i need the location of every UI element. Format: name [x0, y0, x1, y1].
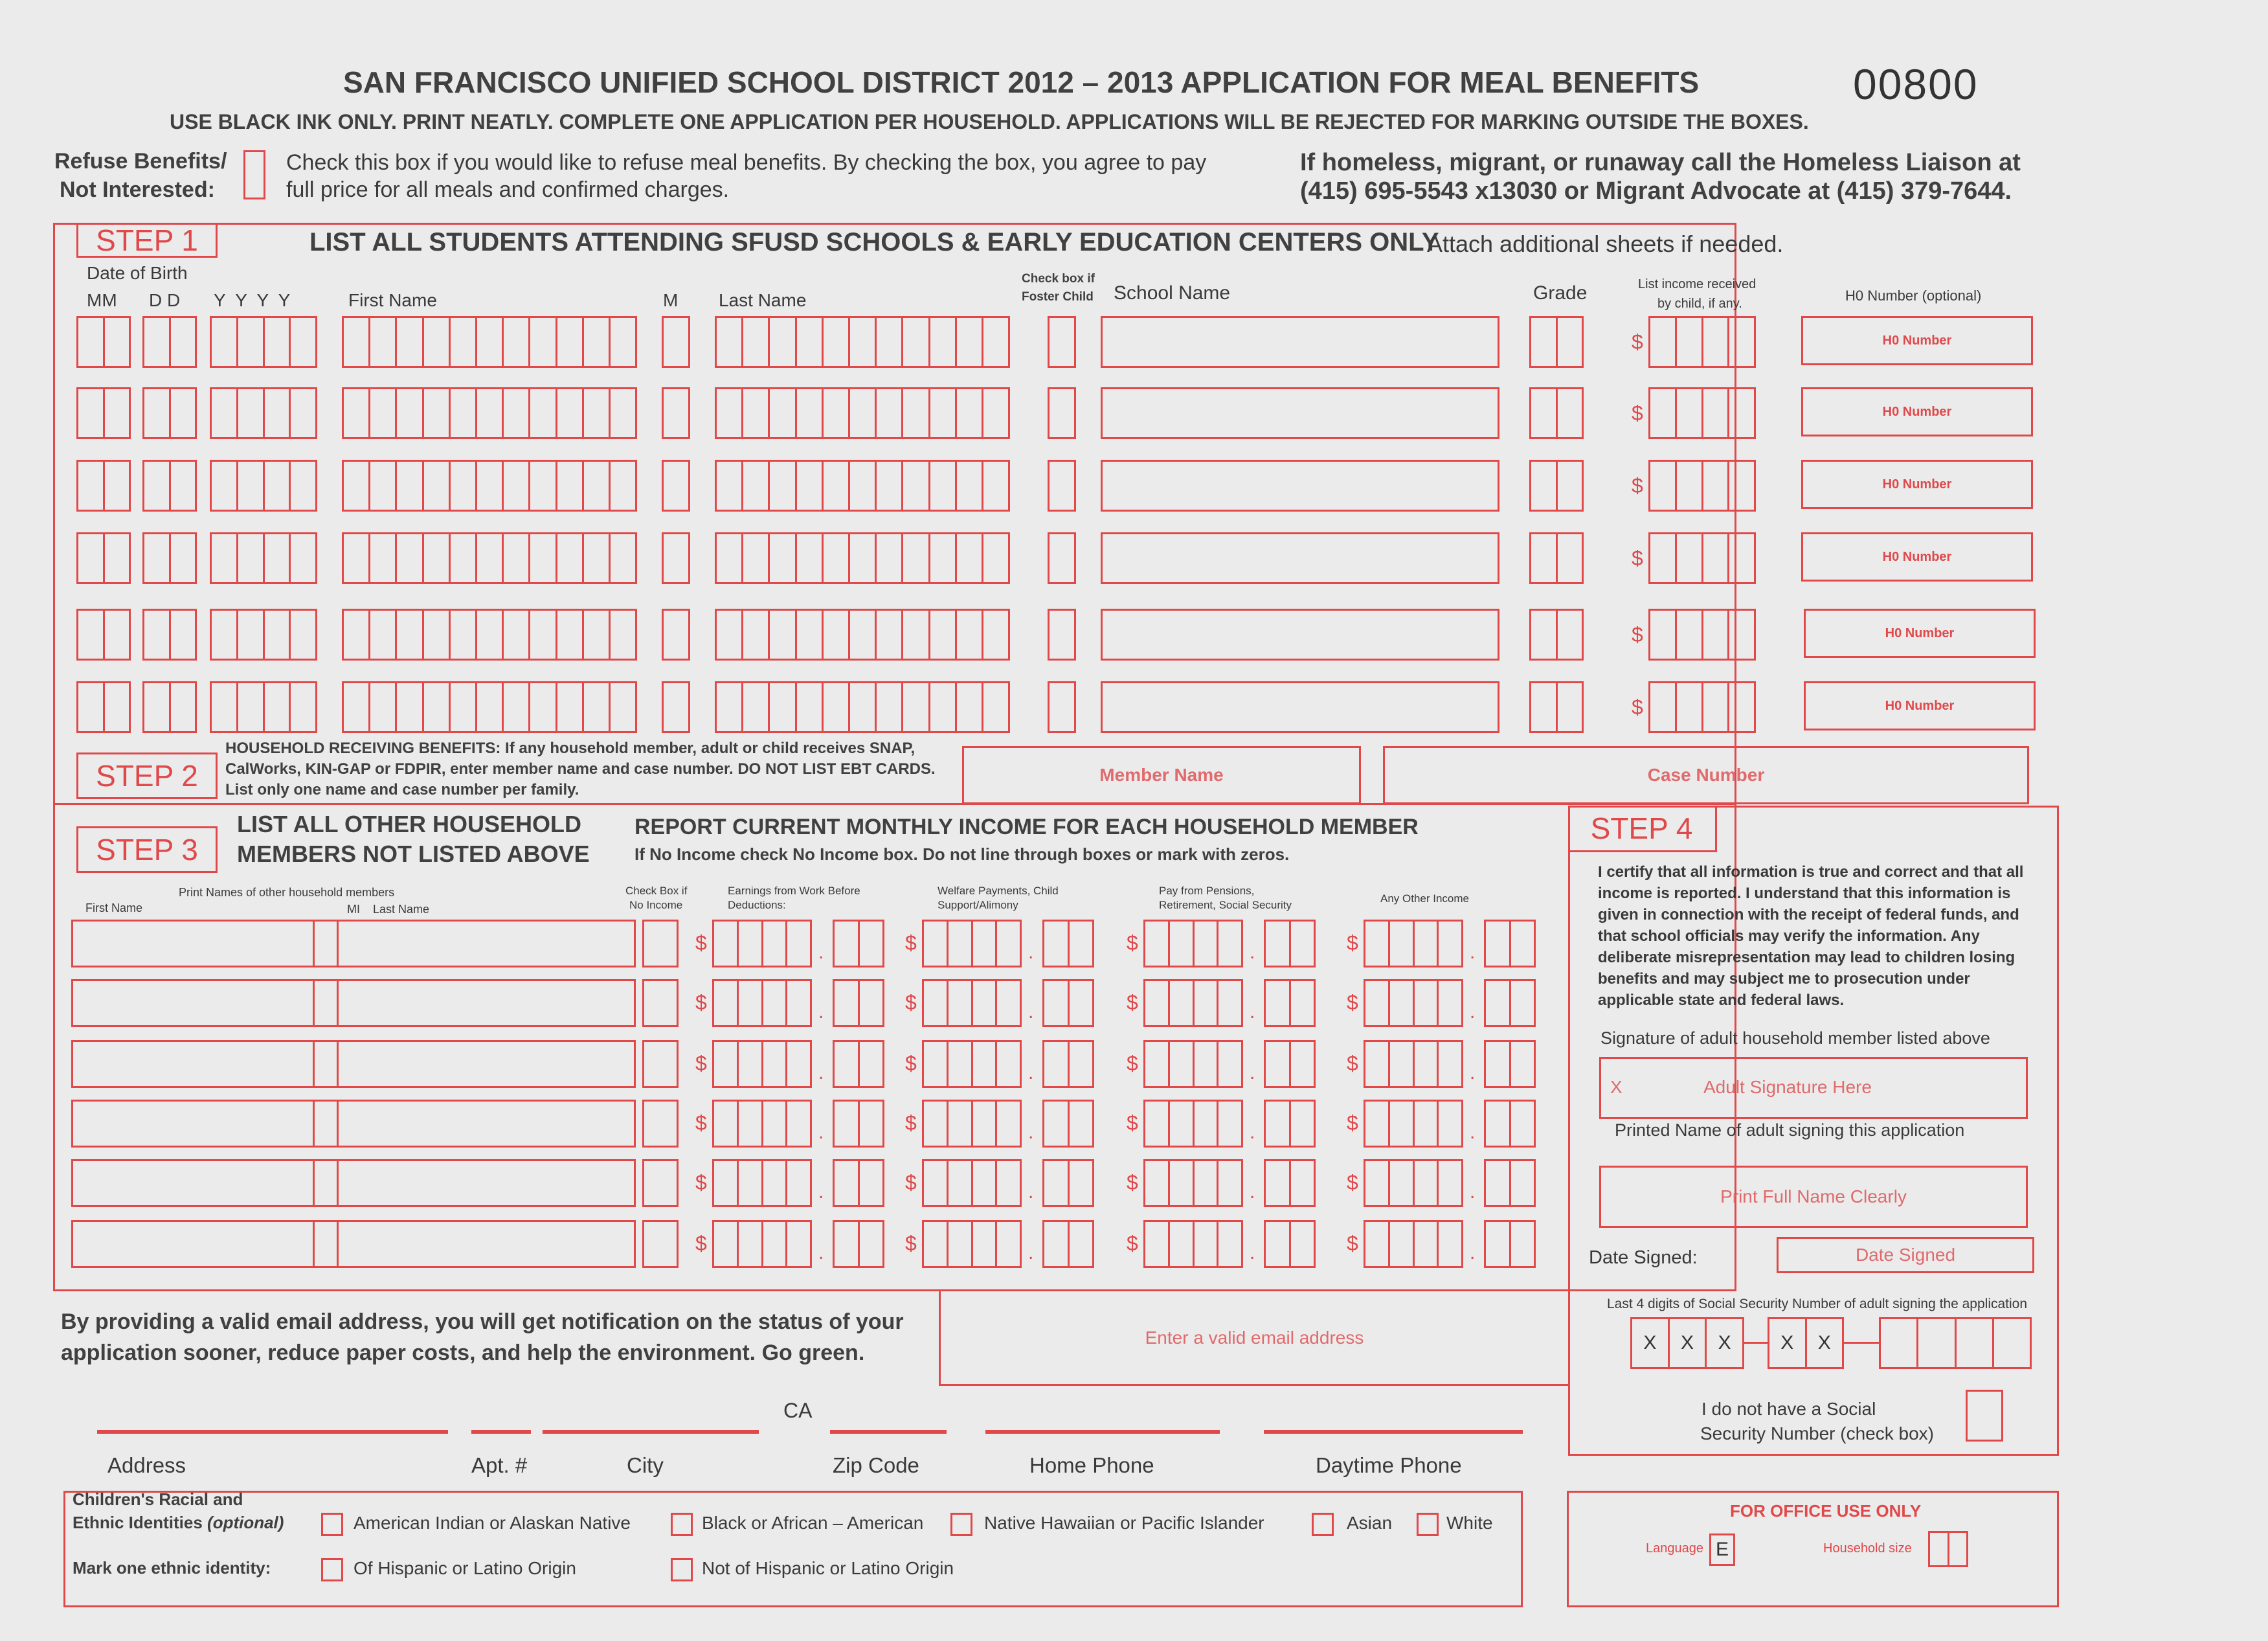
language-value[interactable]: E	[1709, 1533, 1735, 1566]
dollar-sign: $	[905, 1052, 917, 1075]
child-income-input[interactable]	[1648, 681, 1756, 733]
col-pension-1: Pay from Pensions,	[1159, 885, 1255, 897]
race-option-american-indian: American Indian or Alaskan Native	[354, 1513, 631, 1533]
foster-child-checkbox[interactable]	[1048, 387, 1076, 439]
daytime-phone-input[interactable]	[1264, 1430, 1523, 1434]
decimal-point: .	[818, 1122, 824, 1143]
no-income-checkbox[interactable]	[642, 1159, 679, 1207]
member-name-input[interactable]	[71, 1040, 636, 1088]
dob-month-input[interactable]	[76, 316, 131, 368]
dob-year-input[interactable]	[210, 387, 317, 439]
printed-name-input[interactable]: Print Full Name Clearly	[1599, 1166, 2028, 1228]
homeless-text-2: (415) 695-5543 x13030 or Migrant Advocate at (415) 379-7644.	[1300, 177, 2012, 205]
h0-number-input[interactable]: H0 Number	[1801, 532, 2033, 582]
welfare-input-dollars[interactable]	[922, 1040, 1022, 1088]
pension-input-dollars[interactable]	[1143, 1220, 1243, 1268]
dollar-sign: $	[1347, 1111, 1358, 1135]
dollar-sign: $	[1127, 1232, 1138, 1255]
foster-child-checkbox[interactable]	[1048, 609, 1076, 661]
other-income-input-cents[interactable]	[1484, 979, 1536, 1027]
refuse-text-2: full price for all meals and confirmed charges.	[286, 177, 730, 202]
printed-name-label: Printed Name of adult signing this application	[1615, 1120, 1965, 1140]
ethnic-option-not-hispanic: Not of Hispanic or Latino Origin	[702, 1558, 954, 1578]
col-mi: M	[663, 290, 679, 310]
apt-label: Apt. #	[471, 1453, 528, 1477]
grade-input[interactable]	[1529, 460, 1584, 512]
middle-initial-input[interactable]	[662, 316, 690, 368]
pension-input-cents[interactable]	[1264, 1100, 1316, 1148]
step2-text-1: HOUSEHOLD RECEIVING BENEFITS: If any household member, adult or child receives SNAP,	[225, 740, 915, 757]
pension-input-dollars[interactable]	[1143, 979, 1243, 1027]
dob-month-input[interactable]	[76, 532, 131, 584]
member-name-input[interactable]: Member Name	[962, 746, 1361, 804]
dob-month-input[interactable]	[76, 681, 131, 733]
child-income-input[interactable]	[1648, 532, 1756, 584]
zip-input[interactable]	[830, 1430, 947, 1434]
col-mi: MI	[347, 903, 360, 916]
dollar-sign: $	[1632, 696, 1643, 719]
step2-text-2: CalWorks, KIN-GAP or FDPIR, enter member name and case number. DO NOT LIST EBT CARDS.	[225, 760, 936, 778]
step3-label: STEP 3	[76, 826, 218, 873]
first-name-input[interactable]	[342, 681, 637, 733]
middle-initial-input[interactable]	[662, 460, 690, 512]
income-title: REPORT CURRENT MONTHLY INCOME FOR EACH HOUSEHOLD MEMBER	[634, 815, 1419, 839]
optional-label: (optional)	[207, 1513, 284, 1532]
h0-number-input[interactable]: H0 Number	[1801, 387, 2033, 436]
earnings-input-dollars[interactable]	[712, 920, 812, 968]
dollar-sign: $	[1632, 547, 1643, 570]
welfare-input-cents[interactable]	[1042, 1040, 1094, 1088]
decimal-point: .	[1470, 1062, 1476, 1083]
middle-initial-input[interactable]	[662, 532, 690, 584]
member-name-input[interactable]	[71, 920, 636, 968]
col-dob: Date of Birth	[87, 263, 188, 283]
grade-input[interactable]	[1529, 609, 1584, 661]
h0-number-input[interactable]: H0 Number	[1801, 316, 2033, 365]
decimal-point: .	[818, 942, 824, 963]
dob-month-input[interactable]	[76, 460, 131, 512]
pension-input-cents[interactable]	[1264, 1159, 1316, 1207]
school-name-input[interactable]	[1101, 609, 1499, 661]
household-size-input[interactable]	[1928, 1531, 1968, 1567]
pension-input-cents[interactable]	[1264, 1040, 1316, 1088]
race-label-2: Ethnic Identities	[73, 1513, 208, 1532]
ssn-digit: X	[1632, 1319, 1670, 1367]
dob-year-input[interactable]	[210, 532, 317, 584]
dollar-sign: $	[905, 991, 917, 1014]
pension-input-dollars[interactable]	[1143, 1040, 1243, 1088]
member-name-input[interactable]	[71, 979, 636, 1027]
ssn-digit: X	[1670, 1319, 1707, 1367]
col-welfare-1: Welfare Payments, Child	[938, 885, 1059, 897]
office-use-title: FOR OFFICE USE ONLY	[1730, 1501, 1922, 1521]
dollar-sign: $	[905, 931, 917, 955]
income-subtitle: If No Income check No Income box. Do not line through boxes or mark with zeros.	[634, 844, 1290, 864]
homeless-text-1: If homeless, migrant, or runaway call the Homeless Liaison at	[1300, 149, 2021, 176]
decimal-point: .	[818, 1001, 824, 1023]
no-income-checkbox[interactable]	[642, 1040, 679, 1088]
date-signed-label: Date Signed:	[1589, 1247, 1698, 1268]
home-phone-input[interactable]	[985, 1430, 1220, 1434]
earnings-input-cents[interactable]	[833, 1100, 884, 1148]
no-income-checkbox[interactable]	[642, 920, 679, 968]
first-name-input[interactable]	[342, 316, 637, 368]
member-name-input[interactable]	[71, 1100, 636, 1148]
dob-month-input[interactable]	[76, 387, 131, 439]
middle-initial-input[interactable]	[662, 609, 690, 661]
first-name-input[interactable]	[342, 387, 637, 439]
welfare-input-dollars[interactable]	[922, 1220, 1022, 1268]
col-grade: Grade	[1533, 282, 1588, 304]
first-name-input[interactable]	[342, 460, 637, 512]
decimal-point: .	[1028, 1242, 1034, 1263]
step4-label: STEP 4	[1568, 806, 1717, 852]
h0-number-input[interactable]: H0 Number	[1804, 681, 2036, 730]
pension-input-cents[interactable]	[1264, 920, 1316, 968]
decimal-point: .	[1028, 1001, 1034, 1023]
col-school: School Name	[1114, 282, 1231, 304]
pension-input-cents[interactable]	[1264, 979, 1316, 1027]
dob-day-input[interactable]	[142, 681, 197, 733]
dob-day-input[interactable]	[142, 532, 197, 584]
decimal-point: .	[1250, 942, 1255, 963]
dollar-sign: $	[905, 1232, 917, 1255]
email-text-2: application sooner, reduce paper costs, and help the environment. Go green.	[61, 1341, 865, 1365]
foster-child-checkbox[interactable]	[1048, 681, 1076, 733]
dollar-sign: $	[1347, 1232, 1358, 1255]
earnings-input-dollars[interactable]	[712, 1100, 812, 1148]
ethnicity-panel	[63, 1491, 1523, 1607]
dollar-sign: $	[1127, 1111, 1138, 1135]
other-income-input-dollars[interactable]	[1364, 1220, 1463, 1268]
date-signed-input[interactable]: Date Signed	[1777, 1237, 2034, 1273]
col-print-names: Print Names of other household members	[179, 886, 395, 899]
zip-label: Zip Code	[833, 1453, 919, 1477]
col-noinc-1: Check Box if	[625, 885, 688, 897]
race-checkbox-american-indian[interactable]	[321, 1513, 343, 1536]
ssn-group-1[interactable]	[1630, 1317, 1744, 1369]
decimal-point: .	[1470, 942, 1476, 963]
dollar-sign: $	[905, 1171, 917, 1194]
earnings-input-dollars[interactable]	[712, 1220, 812, 1268]
decimal-point: .	[1028, 1122, 1034, 1143]
other-income-input-cents[interactable]	[1484, 1040, 1536, 1088]
step1-title: LIST ALL STUDENTS ATTENDING SFUSD SCHOOLS & EARLY EDUCATION CENTERS ONLY	[309, 228, 1439, 256]
welfare-input-dollars[interactable]	[922, 979, 1022, 1027]
last-name-input[interactable]	[715, 460, 1010, 512]
pension-input-dollars[interactable]	[1143, 920, 1243, 968]
refuse-label-1: Refuse Benefits/	[54, 149, 227, 174]
step1-subtitle: Attach additional sheets if needed.	[1427, 231, 1784, 257]
daytime-phone-label: Daytime Phone	[1316, 1453, 1462, 1477]
decimal-point: .	[1470, 1122, 1476, 1143]
dob-month-input[interactable]	[76, 609, 131, 661]
step3-title-1: LIST ALL OTHER HOUSEHOLD	[237, 811, 582, 837]
foster-child-checkbox[interactable]	[1048, 532, 1076, 584]
welfare-input-dollars[interactable]	[922, 1100, 1022, 1148]
instructions: USE BLACK INK ONLY. PRINT NEATLY. COMPLETE ONE APPLICATION PER HOUSEHOLD. APPLICATIONS WILL BE REJECTED FOR MARKING OUTSIDE THE BOXES.	[170, 110, 1809, 133]
welfare-input-cents[interactable]	[1042, 920, 1094, 968]
earnings-input-dollars[interactable]	[712, 979, 812, 1027]
grade-input[interactable]	[1529, 387, 1584, 439]
col-last: Last Name	[373, 903, 430, 916]
col-income-2: by child, if any.	[1657, 297, 1742, 311]
ssn-digit: X	[1718, 1332, 1731, 1353]
decimal-point: .	[1028, 1062, 1034, 1083]
dollar-sign: $	[1632, 330, 1643, 354]
no-ssn-text-1: I do not have a Social	[1701, 1399, 1876, 1419]
pension-input-dollars[interactable]	[1143, 1159, 1243, 1207]
dollar-sign: $	[1127, 991, 1138, 1014]
col-mm: MM	[87, 290, 117, 310]
other-income-input-dollars[interactable]	[1364, 1040, 1463, 1088]
welfare-input-dollars[interactable]	[922, 920, 1022, 968]
refuse-text-1: Check this box if you would like to refuse meal benefits. By checking the box, you agree to pay	[286, 150, 1207, 175]
race-option-white: White	[1446, 1513, 1493, 1533]
welfare-input-cents[interactable]	[1042, 1100, 1094, 1148]
address-label: Address	[107, 1453, 186, 1477]
child-income-input[interactable]	[1648, 460, 1756, 512]
step2-label: STEP 2	[76, 753, 218, 799]
first-name-input[interactable]	[342, 532, 637, 584]
welfare-input-cents[interactable]	[1042, 979, 1094, 1027]
decimal-point: .	[818, 1242, 824, 1263]
earnings-input-dollars[interactable]	[712, 1040, 812, 1088]
state-value: CA	[783, 1399, 813, 1422]
foster-child-checkbox[interactable]	[1048, 316, 1076, 368]
col-first: First Name	[85, 901, 143, 914]
middle-initial-input[interactable]	[662, 387, 690, 439]
dob-day-input[interactable]	[142, 460, 197, 512]
child-income-input[interactable]	[1648, 609, 1756, 661]
email-text-1: By providing a valid email address, you will get notification on the status of your	[61, 1309, 904, 1334]
other-income-input-cents[interactable]	[1484, 1220, 1536, 1268]
decimal-point: .	[1470, 1001, 1476, 1023]
school-name-input[interactable]	[1101, 387, 1499, 439]
decimal-point: .	[1250, 1122, 1255, 1143]
foster-child-checkbox[interactable]	[1048, 460, 1076, 512]
col-yyyy: Y Y Y Y	[214, 290, 291, 310]
decimal-point: .	[1250, 1181, 1255, 1203]
dollar-sign: $	[1127, 1052, 1138, 1075]
dollar-sign: $	[695, 1052, 707, 1075]
earnings-input-cents[interactable]	[833, 1040, 884, 1088]
earnings-input-cents[interactable]	[833, 1159, 884, 1207]
no-income-checkbox[interactable]	[642, 1220, 679, 1268]
last-name-input[interactable]	[715, 316, 1010, 368]
dob-year-input[interactable]	[210, 681, 317, 733]
col-pension-2: Retirement, Social Security	[1159, 899, 1292, 911]
decimal-point: .	[1250, 1242, 1255, 1263]
household-size-label: Household size	[1823, 1541, 1912, 1556]
earnings-input-cents[interactable]	[833, 1220, 884, 1268]
last-name-input[interactable]	[715, 681, 1010, 733]
no-ssn-checkbox[interactable]	[1966, 1390, 2003, 1442]
last-name-input[interactable]	[715, 609, 1010, 661]
dollar-sign: $	[695, 1232, 707, 1255]
dollar-sign: $	[1632, 623, 1643, 646]
ssn-digit: X	[1817, 1332, 1831, 1353]
col-noinc-2: No Income	[629, 899, 683, 911]
pension-input-dollars[interactable]	[1143, 1100, 1243, 1148]
signature-x-mark: X	[1610, 1077, 1622, 1097]
dollar-sign: $	[695, 931, 707, 955]
earnings-input-cents[interactable]	[833, 920, 884, 968]
col-income-1: List income received	[1638, 277, 1757, 291]
other-income-input-dollars[interactable]	[1364, 920, 1463, 968]
step1-label: STEP 1	[76, 223, 218, 258]
form-number: 00800	[1853, 60, 1979, 108]
school-name-input[interactable]	[1101, 532, 1499, 584]
decimal-point: .	[1470, 1242, 1476, 1263]
city-input[interactable]	[543, 1430, 759, 1434]
last-name-input[interactable]	[715, 532, 1010, 584]
ethnic-checkbox-not-hispanic[interactable]	[671, 1558, 693, 1581]
race-label-1: Children's Racial and	[73, 1489, 243, 1509]
other-income-input-dollars[interactable]	[1364, 979, 1463, 1027]
earnings-input-dollars[interactable]	[712, 1159, 812, 1207]
dob-year-input[interactable]	[210, 609, 317, 661]
race-option-asian: Asian	[1347, 1513, 1393, 1533]
school-name-input[interactable]	[1101, 681, 1499, 733]
other-income-input-cents[interactable]	[1484, 920, 1536, 968]
dollar-sign: $	[1127, 1171, 1138, 1194]
dollar-sign: $	[1632, 402, 1643, 425]
col-foster-1: Check box if	[1022, 272, 1095, 286]
ssn-label: Last 4 digits of Social Security Number of adult signing the application	[1607, 1296, 2028, 1311]
col-h0: H0 Number (optional)	[1845, 288, 1982, 304]
pension-input-cents[interactable]	[1264, 1220, 1316, 1268]
step3-title-2: MEMBERS NOT LISTED ABOVE	[237, 841, 590, 867]
ethnic-option-hispanic: Of Hispanic or Latino Origin	[354, 1558, 576, 1578]
dollar-sign: $	[1127, 931, 1138, 955]
race-checkbox-white[interactable]	[1417, 1513, 1439, 1536]
dob-day-input[interactable]	[142, 387, 197, 439]
grade-input[interactable]	[1529, 532, 1584, 584]
dollar-sign: $	[695, 991, 707, 1014]
col-earnings-1: Earnings from Work Before	[728, 885, 860, 897]
member-name-input[interactable]	[71, 1159, 636, 1207]
col-foster-2: Foster Child	[1022, 290, 1094, 304]
other-income-input-cents[interactable]	[1484, 1159, 1536, 1207]
dob-year-input[interactable]	[210, 460, 317, 512]
decimal-point: .	[1470, 1181, 1476, 1203]
grade-input[interactable]	[1529, 316, 1584, 368]
school-name-input[interactable]	[1101, 460, 1499, 512]
home-phone-label: Home Phone	[1029, 1453, 1154, 1477]
signature-placeholder: Adult Signature Here	[1703, 1077, 1872, 1097]
dob-day-input[interactable]	[142, 316, 197, 368]
child-income-input[interactable]	[1648, 316, 1756, 368]
race-checkbox-black[interactable]	[671, 1513, 693, 1536]
h0-number-input[interactable]: H0 Number	[1801, 460, 2033, 509]
other-income-input-dollars[interactable]	[1364, 1100, 1463, 1148]
other-income-input-cents[interactable]	[1484, 1100, 1536, 1148]
apt-input[interactable]	[471, 1430, 531, 1434]
col-last-name: Last Name	[719, 290, 807, 310]
race-checkbox-pacific-islander[interactable]	[950, 1513, 972, 1536]
no-income-checkbox[interactable]	[642, 979, 679, 1027]
dob-year-input[interactable]	[210, 316, 317, 368]
dob-day-input[interactable]	[142, 609, 197, 661]
no-income-checkbox[interactable]	[642, 1100, 679, 1148]
last-name-input[interactable]	[715, 387, 1010, 439]
other-income-input-dollars[interactable]	[1364, 1159, 1463, 1207]
race-checkbox-asian[interactable]	[1312, 1513, 1334, 1536]
dollar-sign: $	[695, 1171, 707, 1194]
ssn-last4-input[interactable]	[1879, 1317, 2032, 1369]
dollar-sign: $	[1347, 931, 1358, 955]
language-label: Language	[1646, 1541, 1703, 1556]
col-earnings-2: Deductions:	[728, 899, 786, 911]
welfare-input-dollars[interactable]	[922, 1159, 1022, 1207]
middle-initial-input[interactable]	[662, 681, 690, 733]
ethnic-label: Mark one ethnic identity:	[73, 1558, 271, 1578]
race-option-black: Black or African – American	[702, 1513, 924, 1533]
decimal-point: .	[1250, 1062, 1255, 1083]
col-welfare-2: Support/Alimony	[938, 899, 1018, 911]
earnings-input-cents[interactable]	[833, 979, 884, 1027]
welfare-input-cents[interactable]	[1042, 1159, 1094, 1207]
ethnic-checkbox-hispanic[interactable]	[321, 1558, 343, 1581]
col-dd: D D	[149, 290, 181, 310]
member-name-input[interactable]	[71, 1220, 636, 1268]
no-ssn-text-2: Security Number (check box)	[1700, 1423, 1935, 1443]
dollar-sign: $	[1347, 1171, 1358, 1194]
col-other-income: Any Other Income	[1380, 892, 1470, 905]
signature-label: Signature of adult household member listed above	[1600, 1028, 1990, 1048]
dollar-sign: $	[1632, 474, 1643, 497]
welfare-input-cents[interactable]	[1042, 1220, 1094, 1268]
decimal-point: .	[1250, 1001, 1255, 1023]
race-option-pacific-islander: Native Hawaiian or Pacific Islander	[984, 1513, 1264, 1533]
form-title: SAN FRANCISCO UNIFIED SCHOOL DISTRICT 2012 – 2013 APPLICATION FOR MEAL BENEFITS	[343, 65, 1700, 99]
decimal-point: .	[1028, 942, 1034, 963]
dollar-sign: $	[905, 1111, 917, 1135]
case-number-input[interactable]: Case Number	[1383, 746, 2029, 804]
col-first-name: First Name	[348, 290, 437, 310]
certify-text: I certify that all information is true and correct and that all income is reported. I understand that this information is given in connection with the receipt of federal funds, and that school officials may verify the information. Any deliberate misrepresentation may lead to children losing benefits and may subject me to prosecution under applicable state and federal laws.	[1598, 863, 2024, 1009]
signature-input[interactable]	[1599, 1057, 2028, 1119]
email-input[interactable]: Enter a valid email address	[939, 1291, 1568, 1386]
refuse-benefits-checkbox[interactable]	[243, 150, 265, 199]
step2-text-3: List only one name and case number per family.	[225, 781, 579, 798]
dollar-sign: $	[1347, 991, 1358, 1014]
address-input[interactable]	[97, 1430, 448, 1434]
first-name-input[interactable]	[342, 609, 637, 661]
refuse-label-2: Not Interested:	[60, 177, 215, 202]
ssn-dash	[1844, 1342, 1879, 1344]
ssn-digit: X	[1769, 1319, 1807, 1367]
ssn-dash	[1744, 1342, 1768, 1344]
ssn-group-2[interactable]	[1768, 1317, 1844, 1369]
dollar-sign: $	[695, 1111, 707, 1135]
decimal-point: .	[818, 1062, 824, 1083]
decimal-point: .	[1028, 1181, 1034, 1203]
grade-input[interactable]	[1529, 681, 1584, 733]
school-name-input[interactable]	[1101, 316, 1499, 368]
child-income-input[interactable]	[1648, 387, 1756, 439]
city-label: City	[627, 1453, 664, 1477]
decimal-point: .	[818, 1181, 824, 1203]
dollar-sign: $	[1347, 1052, 1358, 1075]
h0-number-input[interactable]: H0 Number	[1804, 609, 2036, 658]
